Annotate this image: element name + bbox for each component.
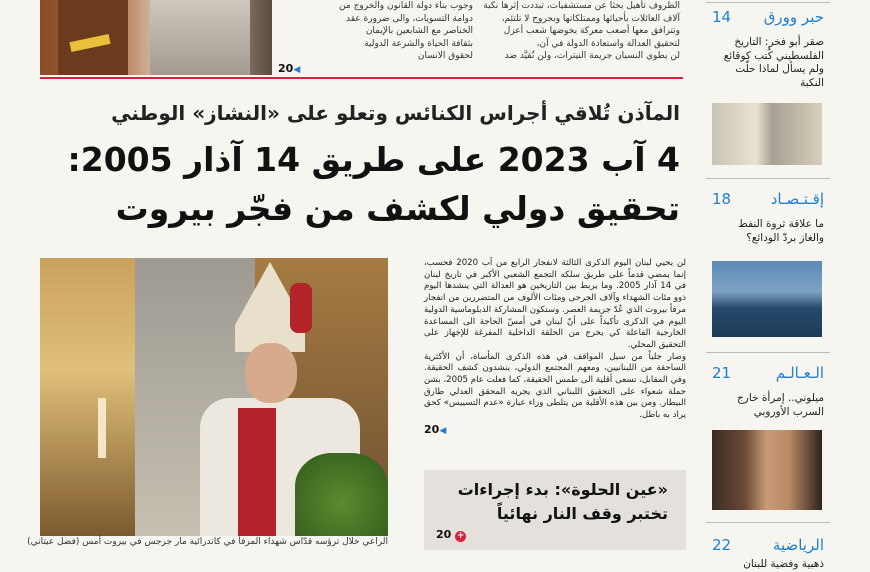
triangle-left-icon: ◀ bbox=[439, 425, 447, 436]
page-ref[interactable]: ◀20 bbox=[278, 61, 301, 75]
triangle-left-icon: ◀ bbox=[293, 64, 301, 75]
top-article-photo bbox=[40, 0, 272, 75]
box-headline-1: «عين الحلوة»: بدء إجراءات bbox=[457, 480, 668, 499]
section-title[interactable]: حبر وورق bbox=[763, 8, 824, 26]
top-article-text-right bbox=[480, 0, 680, 63]
meloni-photo bbox=[712, 430, 822, 510]
interview-photo bbox=[712, 103, 822, 165]
paragraph: وصار جلياً من سيل المواقف في هذه الذكرى المأساة، أن الأكثرية الساحقة من اللبنانيين، ومعهم المجتمع الدولي، ينشدون كشف الحقيقة. وفي المقابل، تسعى أقلية الى طمس الحقيقة، كما فعلت عام 2005، بشن حملة شعواء على التحقيق اللبناني الذي يجريه المحقق العدلي طارق البيطار. ومن بين هذه الأقلية من يتلطى وراء عبارة «عدم التسييس» كحق يراد به باطل. bbox=[424, 351, 686, 421]
section-teaser[interactable]: ميلوني.. إمرأة خارج السرب الأوروبي bbox=[736, 392, 824, 418]
headline-line-2[interactable]: تحقيق دولي لكشف من فجّر بيروت bbox=[115, 189, 680, 228]
oil-rig-photo bbox=[712, 261, 822, 337]
top-article-text-mid bbox=[278, 0, 473, 76]
section-title[interactable]: إقـتـصـاد bbox=[770, 190, 824, 208]
sidebar bbox=[706, 0, 830, 570]
section-teaser[interactable]: ذهبية وفضية للبنان bbox=[743, 558, 824, 570]
headline-line-1[interactable]: 4 آب 2023 على طريق 14 آذار 2005: bbox=[67, 140, 680, 179]
section-title[interactable]: الرياضية bbox=[772, 536, 824, 554]
section-page: 22 bbox=[712, 536, 732, 554]
text-line: لحقوق الانسان bbox=[417, 51, 473, 61]
text-line: الظروف تأهيل بحثا عن مستشفيات، تبددت إثرها نكبة bbox=[483, 1, 680, 11]
section-title[interactable]: الـعـالـم bbox=[775, 364, 824, 382]
text-line: آلاف العائلات بأحيائها وممتلكاتها وبجروح لا تلتئم، bbox=[501, 13, 680, 24]
divider-rule bbox=[40, 77, 683, 79]
section-teaser[interactable]: صقر أبو فخر: التاريخ الفلسطيني كُتب كوقائع ولم يسأل لماذا حلّت النكبة bbox=[723, 36, 824, 89]
section-page: 21 bbox=[712, 364, 732, 382]
text-line: بثقافة الحياة والشرعة الدولية bbox=[364, 38, 473, 49]
text-line: وجوب بناء دولة القانون والخروج من bbox=[339, 1, 473, 11]
kicker: المآذن تُلاقي أجراس الكنائس وتعلو على «النشاز» الوطني bbox=[111, 101, 680, 125]
section-teaser[interactable]: ما علاقة ثروة النفط والغاز بردّ الودائع؟ bbox=[738, 218, 824, 244]
page-ref[interactable]: + 20 bbox=[436, 528, 465, 541]
paragraph: لن يحيي لبنان اليوم الذكرى الثالثة لانفجار الرابع من آب 2020 فحسب، إنما يمضي قدماً على طريق سلكه التجمع الشعبي الأكبر في تاريخ لبنان في 14 آذار 2005. وما يربط بين التاريخين هو العدالة التي ينشدها اليوم ذوو مئات الشهداء وآلاف الجرحى ومئات الألوف من المتضررين من انفجار مرفأ بيروت الذي عُدّ جريمة العصر. وستكون المشاركة الدبلوماسية الدولية اليوم في الذكرى تأكيداً على أنّ لبنان في أمسّ الحاجة الى المساعدة الخارجية الفاعلة كي يخرج من الحلقة الداخلية المفرغة للإجهاز على التحقيق المحلي. bbox=[424, 258, 686, 350]
text-line: الخناصر مع الشابعين بالإيمان bbox=[365, 26, 473, 36]
text-line: دوامة التسويات، والى ضرورة عقد bbox=[346, 13, 473, 24]
page-ref[interactable]: ◀20 bbox=[424, 422, 447, 436]
text-line: لن يطوي النسيان جريمة النيترات، ولن تُقيَّد ضد bbox=[504, 51, 680, 61]
plus-icon: + bbox=[456, 531, 465, 541]
article-body bbox=[424, 258, 686, 438]
section-page: 18 bbox=[712, 190, 732, 208]
box-headline-2: تختبر وقف النار نهائياً bbox=[496, 504, 668, 523]
ain-helweh-box[interactable] bbox=[424, 470, 686, 550]
patriarch-photo bbox=[40, 258, 388, 536]
section-page: 14 bbox=[712, 8, 732, 26]
text-line: وتترافق معها أصعب معركة يخوضها شعب أعزل bbox=[503, 26, 680, 36]
text-line: لتحقيق العدالة واستعادة الدولة في آن، bbox=[536, 38, 680, 49]
photo-caption: الراعي خلال ترؤسه قدّاس شهداء المرفأ في كاتدرائية مار جرجس في بيروت أمس (فضل عيتاني) bbox=[27, 537, 388, 547]
